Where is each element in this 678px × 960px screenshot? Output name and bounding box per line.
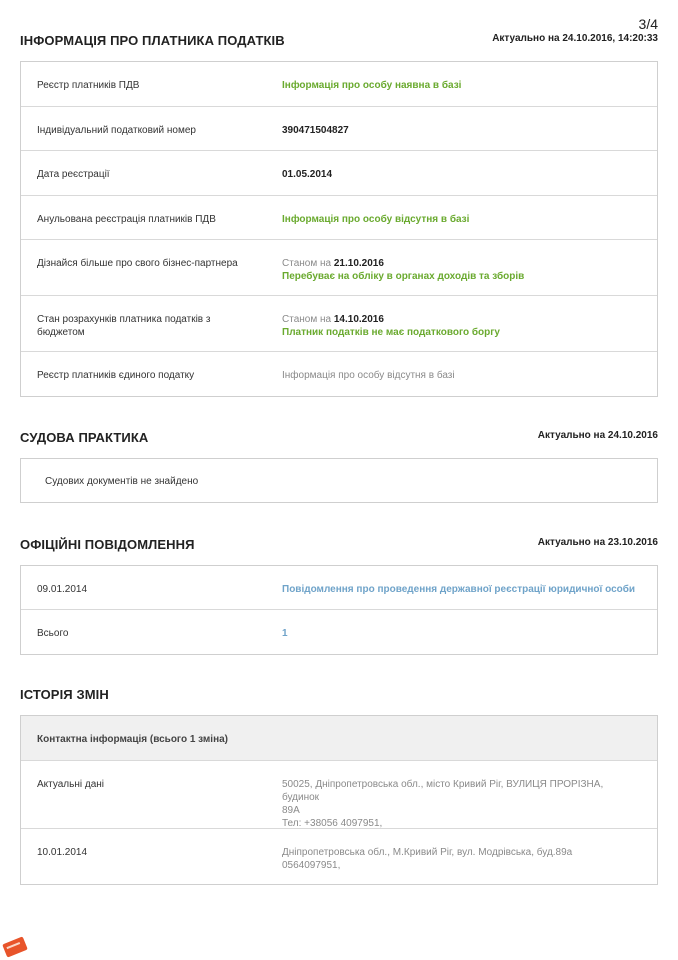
phone-line: 0564097951, — [282, 860, 341, 871]
table-row — [21, 62, 657, 107]
partner-status: Перебуває на обліку в органах доходів та зборів — [282, 271, 525, 282]
history-header-row — [21, 716, 657, 761]
table-row — [21, 761, 657, 829]
taxpayer-section-title: ІНФОРМАЦІЯ ПРО ПЛАТНИКА ПОДАТКІВ — [20, 33, 285, 48]
row-label: Анульована реєстрація платників ПДВ — [37, 214, 216, 225]
court-table — [20, 458, 658, 503]
court-updated: Актуально на 24.10.2016 — [537, 430, 658, 441]
row-value — [282, 846, 642, 872]
row-label: Реєстр платників ПДВ — [37, 80, 140, 91]
stamp-date: 21.10.2016 — [333, 258, 384, 269]
row-label: Індивідуальний податковий номер — [37, 125, 196, 136]
table-row — [21, 240, 657, 296]
brand-logo-icon — [2, 936, 28, 957]
address-line: 50025, Дніпропетровська обл., місто Кривий Ріг, ВУЛИЦЯ ПРОРІЗНА, будинок — [282, 779, 604, 803]
row-value: Інформація про особу наявна в базі — [282, 80, 462, 91]
page-number: 3/4 — [638, 16, 658, 32]
table-row — [21, 352, 657, 396]
court-message: Судових документів не знайдено — [45, 476, 199, 487]
table-row — [21, 196, 657, 240]
row-value — [282, 778, 642, 830]
row-value: Інформація про особу відсутня в базі — [282, 370, 455, 381]
row-value — [282, 257, 642, 283]
row-label: 09.01.2014 — [37, 584, 88, 595]
table-row — [21, 459, 657, 502]
row-label: Реєстр платників єдиного податку — [37, 370, 195, 381]
notice-link[interactable]: Повідомлення про проведення державної реєстрації юридичної особи — [282, 584, 636, 595]
notice-count-link[interactable]: 1 — [282, 628, 288, 639]
row-value — [282, 313, 642, 339]
table-row — [21, 610, 657, 654]
row-label: Дата реєстрації — [37, 169, 110, 180]
phone-line: Тел: +38056 4097951, — [282, 818, 383, 829]
taxpayer-updated: Актуально на 24.10.2016, 14:20:33 — [492, 33, 658, 44]
debt-status: Платник податків не має податкового боргу — [282, 327, 500, 338]
row-value: Інформація про особу відсутня в базі — [282, 214, 470, 225]
address-line: Дніпропетровська обл., М.Кривий Ріг, вул. Модрівська, буд.89а — [282, 847, 573, 858]
table-row — [21, 107, 657, 151]
row-label: Всього — [37, 628, 69, 639]
tax-number-value: 390471504827 — [282, 125, 349, 136]
court-section-title: СУДОВА ПРАКТИКА — [20, 430, 149, 445]
registration-date-value: 01.05.2014 — [282, 169, 333, 180]
table-row — [21, 566, 657, 610]
row-label: 10.01.2014 — [37, 847, 88, 858]
row-label: Актуальні дані — [37, 779, 105, 790]
notices-updated: Актуально на 23.10.2016 — [537, 537, 658, 548]
taxpayer-table — [20, 61, 658, 397]
notices-section-title: ОФІЦІЙНІ ПОВІДОМЛЕННЯ — [20, 537, 195, 552]
table-row — [21, 829, 657, 884]
row-label: Стан розрахунків платника податків з бюджетом — [37, 314, 211, 338]
history-header-label: Контактна інформація (всього 1 зміна) — [37, 734, 229, 745]
stamp-label: Станом на — [282, 258, 332, 269]
address-line: 89А — [282, 805, 300, 816]
row-label: Дізнайся більше про свого бізнес-партнера — [37, 258, 238, 269]
table-row — [21, 296, 657, 352]
history-section-title: ІСТОРІЯ ЗМІН — [20, 687, 109, 702]
table-row — [21, 151, 657, 196]
notices-table — [20, 565, 658, 655]
history-table — [20, 715, 658, 885]
stamp-label: Станом на — [282, 314, 332, 325]
stamp-date: 14.10.2016 — [333, 314, 384, 325]
